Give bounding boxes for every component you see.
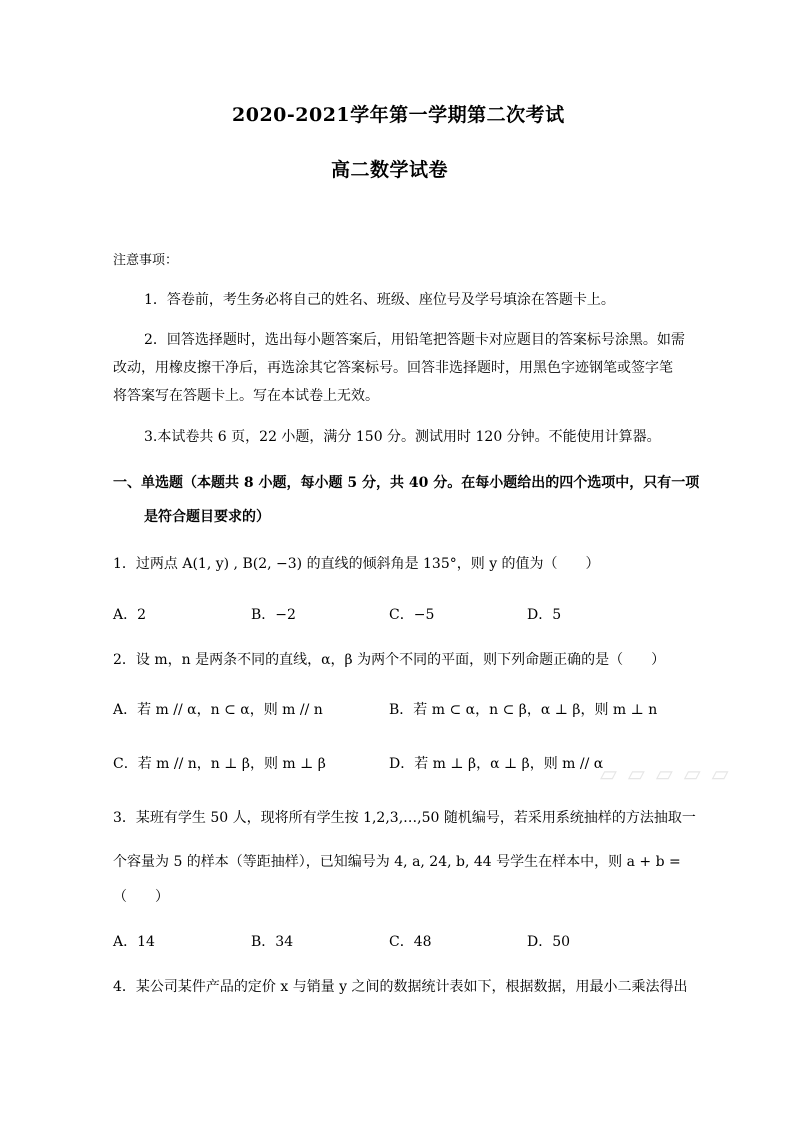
question-3-option-b: B．34	[251, 934, 294, 950]
section-1-heading	[113, 474, 699, 492]
question-3-option-d: D．50	[527, 934, 571, 950]
notice-item-2-line-3: 将答案写在答题卡上。写在本试卷上无效。	[113, 388, 379, 404]
question-1-option-c: C．−5	[389, 607, 435, 623]
question-2-option-c: C．若 m // n，n ⊥ β，则 m ⊥ β	[113, 756, 326, 772]
notice-item-2-line-2: 改动，用橡皮擦干净后，再选涂其它答案标号。回答非选择题时，用黑色字迹钢笔或签字笔	[113, 360, 673, 376]
section-1-description: （本题共 8 小题，每小题 5 分，共 40 分。在每小题给出的四个选项中，只有一项	[183, 475, 700, 491]
question-3-option-c: C．48	[389, 934, 432, 950]
section-1-label: 一、单选题	[113, 475, 183, 491]
question-1-option-d: D．5	[527, 607, 562, 623]
question-3-stem-line-1: 3．某班有学生 50 人，现将所有学生按 1,2,3,…,50 随机编号，若采用系统抽样的方法抽取一	[113, 810, 696, 826]
question-2-option-d: D．若 m ⊥ β，α ⊥ β，则 m // α	[389, 756, 604, 772]
question-1-option-b: B．−2	[251, 607, 296, 623]
question-3-option-a: A．14	[113, 934, 155, 950]
notice-item-3: 3.本试卷共 6 页，22 小题，满分 150 分。测试用时 120 分钟。不能使用计算器。	[144, 429, 661, 445]
question-3-stem-line-2: 个容量为 5 的样本（等距抽样），已知编号为 4, a, 24, b, 44 号学生在样本中，则 a + b =	[113, 854, 681, 870]
faint-watermark: ▱ ▱ ▱ ▱ ▱	[600, 762, 731, 787]
question-1-option-a: A．2	[113, 607, 147, 623]
question-3-stem-line-3: （ ）	[113, 889, 169, 905]
exam-title: 2020-2021学年第一学期第二次考试	[232, 104, 565, 126]
notice-item-1: 1．答卷前，考生务必将自己的姓名、班级、座位号及学号填涂在答题卡上。	[144, 292, 615, 308]
exam-subtitle: 高二数学试卷	[331, 159, 449, 181]
notice-heading: 注意事项：	[113, 253, 179, 268]
question-2-option-b: B．若 m ⊂ α，n ⊂ β，α ⊥ β，则 m ⊥ n	[389, 702, 658, 718]
notice-item-2-line-1: 2．回答选择题时，选出每小题答案后，用铅笔把答题卡对应题目的答案标号涂黑。如需	[144, 332, 685, 348]
question-4-stem-line-1: 4．某公司某件产品的定价 x 与销量 y 之间的数据统计表如下，根据数据，用最小二乘法得出	[113, 979, 688, 995]
section-1-description-line-2: 是符合题目要求的）	[144, 509, 270, 525]
question-2-option-a: A．若 m // α，n ⊂ α，则 m // n	[113, 702, 323, 718]
question-2-stem: 2．设 m，n 是两条不同的直线，α，β 为两个不同的平面，则下列命题正确的是（ ）	[113, 652, 666, 668]
question-1-stem: 1．过两点 A(1, y) , B(2, −3) 的直线的倾斜角是 135°，则 y 的值为（ ）	[113, 556, 600, 572]
